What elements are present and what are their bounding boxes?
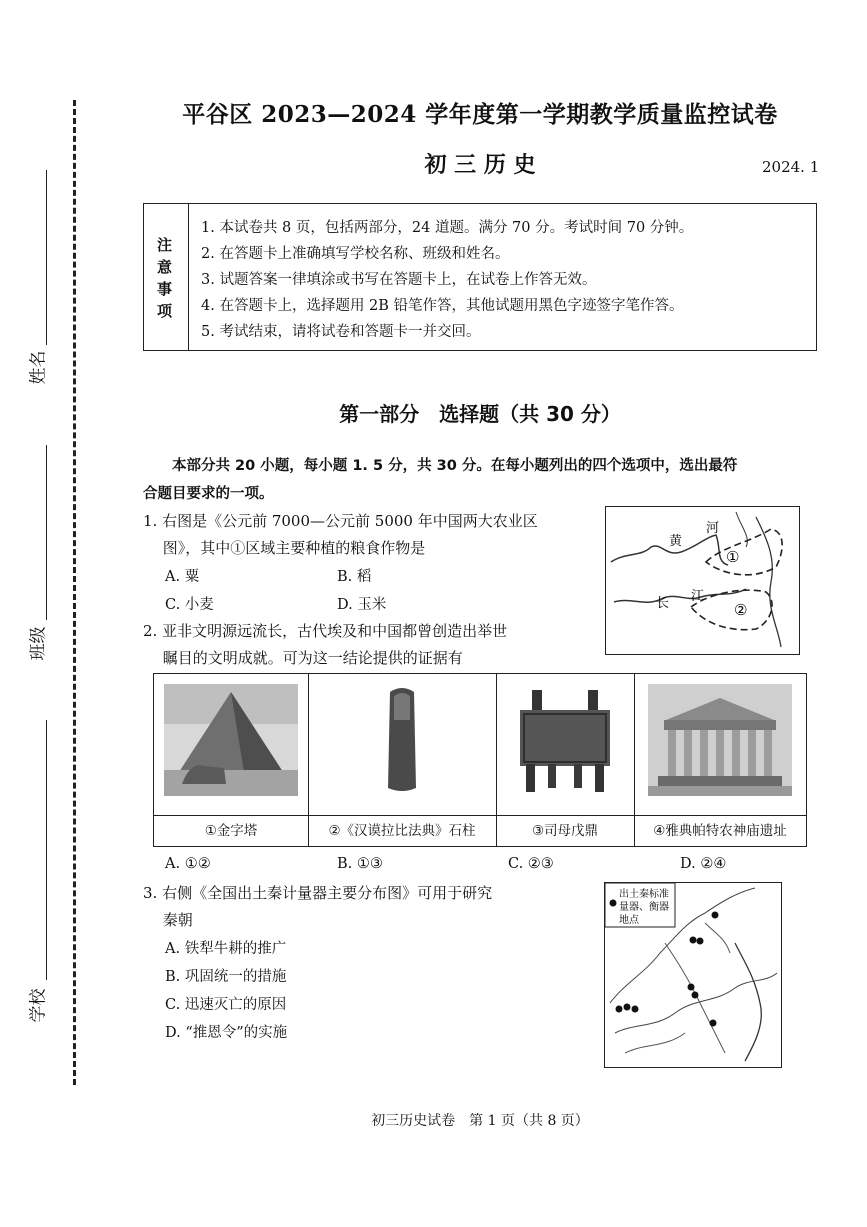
caption-stele: ②《汉谟拉比法典》石柱 (308, 815, 496, 846)
pyramid-image (164, 684, 298, 796)
q1-option-a: A. 粟 (165, 569, 200, 585)
map-region-2: ② (734, 601, 748, 619)
artifact-cell-pyramid (154, 674, 309, 846)
notice-item: 2. 在答题卡上准确填写学校名称、班级和姓名。 (201, 246, 510, 262)
legend-line3: 地点 (619, 915, 639, 926)
binding-dashed-line (73, 100, 76, 1085)
q3-option-b: B. 巩固统一的措施 (165, 969, 287, 985)
notice-item: 4. 在答题卡上，选择题用 2B 铅笔作答，其他试题用黑色字迹签字笔作答。 (201, 298, 684, 314)
q2-stem-line2: 瞩目的文明成就。可为这一结论提供的证据有 (143, 649, 463, 667)
notice-box (143, 203, 817, 351)
section-title: 第一部分 选择题（共 30 分） (339, 402, 621, 426)
q1-stem-line1: 1. 右图是《公元前 7000—公元前 5000 年中国两大农业区 (143, 512, 538, 530)
map-region-1: ① (726, 548, 740, 566)
q3-stem-line2: 秦朝 (143, 911, 193, 929)
legend-line2: 量器、衡器 (619, 902, 669, 913)
notice-heading: 注 意 事 项 (144, 204, 189, 350)
legend-line1: 出土秦标准 (619, 889, 669, 900)
q2-option-a: A. ①② (165, 856, 211, 872)
exam-title: 平谷区 2023—2024 学年度第一学期教学质量监控试卷 (182, 101, 778, 128)
exam-date: 2024. 1 (762, 158, 820, 176)
exam-subject: 初 三 历 史 (424, 153, 536, 178)
q1-option-c: C. 小麦 (165, 597, 214, 613)
artifact-cell-stele (308, 674, 497, 846)
notice-item: 5. 考试结束，请将试卷和答题卡一并交回。 (201, 324, 481, 340)
parthenon-image (648, 684, 792, 796)
caption-pyramid: ①金字塔 (154, 815, 308, 846)
school-writing-line (46, 720, 47, 980)
q2-option-c: C. ②③ (508, 856, 554, 872)
map-label-chang: 长 (656, 596, 670, 611)
page-footer: 初三历史试卷 第 1 页（共 8 页） (371, 1113, 589, 1129)
map-label-jiang: 江 (691, 589, 705, 604)
class-writing-line (46, 445, 47, 620)
q3-stem-line1: 3. 右侧《全国出土秦计量器主要分布图》可用于研究 (143, 884, 493, 902)
artifact-image-table (153, 673, 807, 847)
artifact-cell-ding (496, 674, 635, 846)
name-label: 姓名 (28, 350, 49, 385)
caption-ding: ③司母戊鼎 (496, 815, 634, 846)
class-label: 班级 (28, 626, 49, 661)
q3-option-c: C. 迅速灭亡的原因 (165, 997, 287, 1013)
stele-image (372, 684, 432, 796)
notice-item: 3. 试题答案一律填涂或书写在答题卡上，在试卷上作答无效。 (201, 272, 597, 288)
q1-stem-line2: 图》，其中①区域主要种植的粮食作物是 (143, 539, 426, 557)
artifact-cell-parthenon (634, 674, 806, 846)
map-label-he: 河 (706, 521, 720, 536)
school-label: 学校 (28, 988, 49, 1023)
q3-option-a: A. 铁犁牛耕的推广 (165, 941, 287, 957)
notice-item: 1. 本试卷共 8 页，包括两部分，24 道题。满分 70 分。考试时间 70 分钟。 (201, 220, 694, 236)
section-intro-line2: 合题目要求的一项。 (143, 486, 274, 502)
ding-image (510, 684, 620, 796)
qin-measures-map (604, 882, 782, 1068)
section-intro-line1: 本部分共 20 小题，每小题 1. 5 分，共 30 分。在每小题列出的四个选项中，选出最符 (143, 458, 738, 474)
agriculture-zones-map (605, 506, 800, 655)
q1-option-d: D. 玉米 (337, 597, 387, 613)
map-label-huang: 黄 (669, 534, 683, 549)
q2-option-b: B. ①③ (337, 856, 383, 872)
q1-option-b: B. 稻 (337, 569, 372, 585)
q2-stem-line1: 2. 亚非文明源远流长，古代埃及和中国都曾创造出举世 (143, 622, 508, 640)
q2-option-d: D. ②④ (680, 856, 727, 872)
q3-option-d: D. “推恩令”的实施 (165, 1025, 288, 1041)
caption-parthenon: ④雅典帕特农神庙遗址 (634, 815, 806, 846)
name-writing-line (46, 170, 47, 345)
